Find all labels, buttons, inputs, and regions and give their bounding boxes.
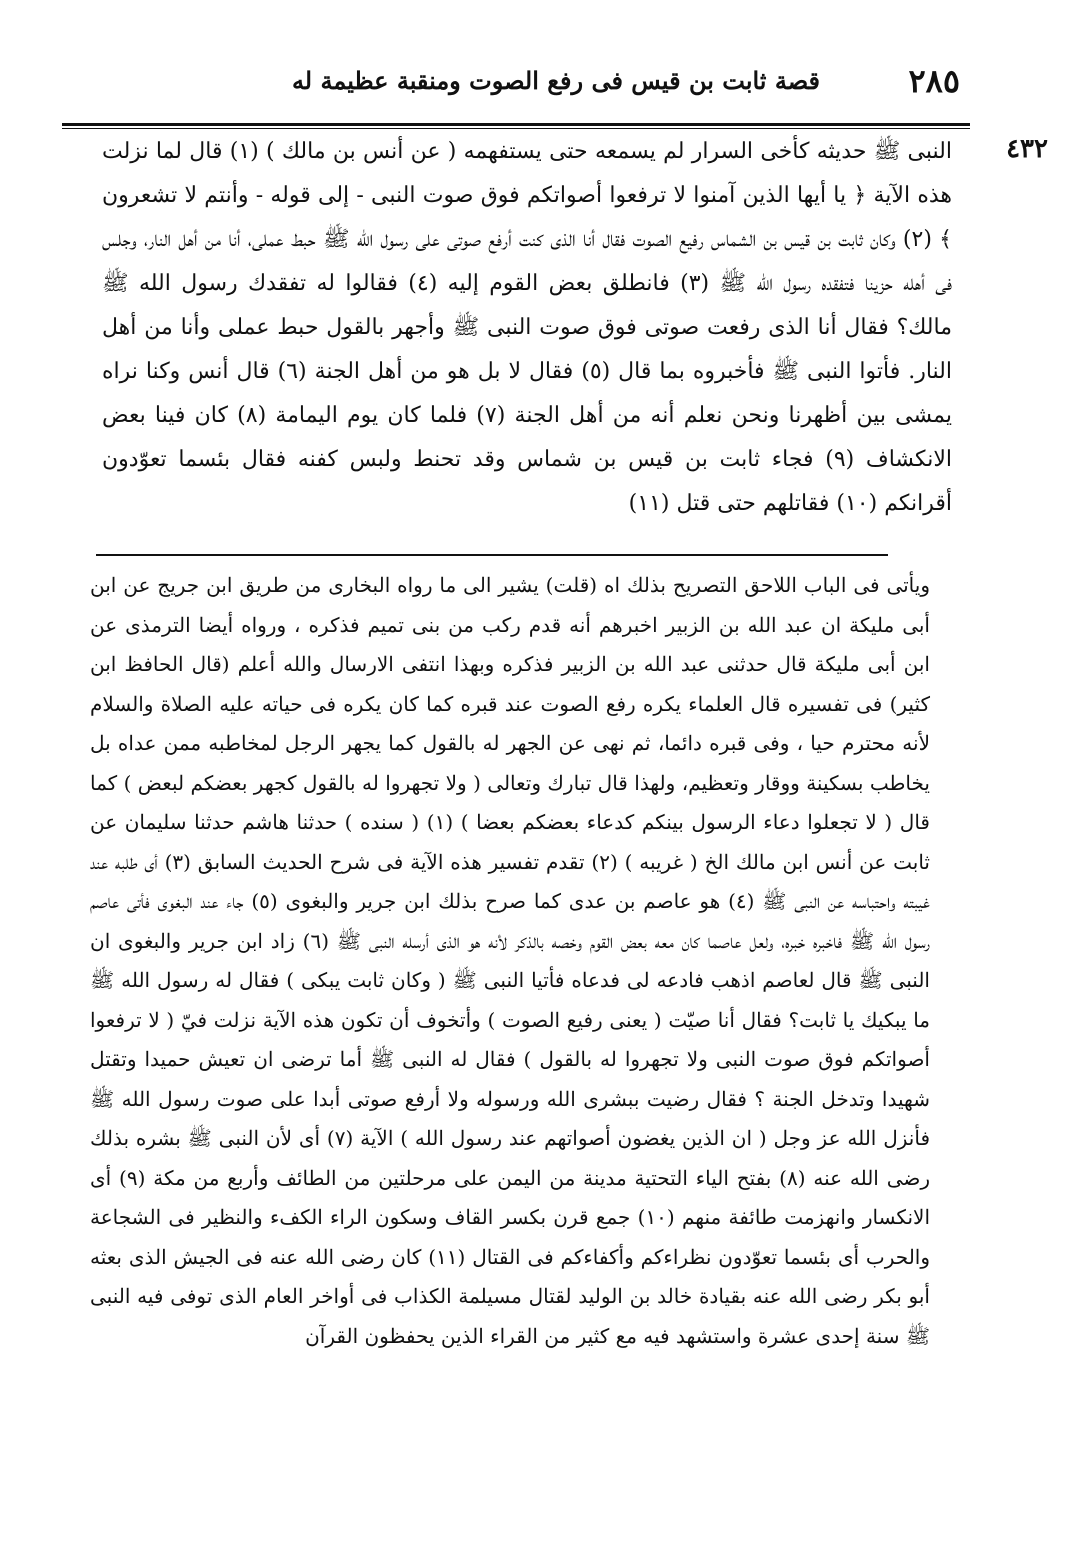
hadith-text: النبى ﷺ حديثه كأخى السرار لم يسمعه حتى يستفهمه ( عن أنس بن مالك ) (١) قال لما نزلت هذه الآية ﴿ يا أيها الذين آمنوا لا ترفعوا أصواتكم فوق صوت النبى - إلى قوله - وأنتم لا تشعرون ﴾ (٢) وكان ثابت بن قيس بن الشماس رفيع الصوت فقال أنا الذى كنت أرفع صوتى على رسول الله ﷺ حبط عملى، أنا من أهل النار، وجلس فى أهله حزينا فتفقده رسول الله ﷺ (٣) فانطلق بعض القوم إليه (٤) فقالوا له تفقدك رسول الله ﷺ مالك؟ فقال أنا الذى رفعت صوتى فوق صوت النبى ﷺ وأجهر بالقول حبط عملى وأنا من أهل النار. فأتوا النبى ﷺ فأخبروه بما قال (٥) فقال لا بل هو من أهل الجنة (٦) قال أنس وكنا نراه يمشى بين أظهرنا ونحن نعلم أنه من أهل الجنة (٧) فلما كان يوم اليمامة (٨) كان فينا بعض الانكشاف (٩) فجاء ثابت بن قيس بن شماس وقد تحنط ولبس كفنه فقال بئسما تعوّدون أقرانكم (١٠) فقاتلهم حتى قتل (١١) (102, 139, 953, 516)
page-header (60, 62, 960, 112)
hadith-text-block (102, 130, 952, 526)
hadith-number: ٤٣٢ (1006, 134, 1048, 164)
footnotes-block (90, 566, 930, 1356)
footnote-divider (96, 554, 888, 556)
running-title: قصة ثابت بن قيس فى رفع الصوت ومنقبة عظيمة له (291, 66, 820, 95)
header-rule (62, 123, 970, 126)
footnotes-text: ويأتى فى الباب اللاحق التصريح بذلك اه (قلت) يشير الى ما رواه البخارى من طريق ابن جريج عن ابن أبى مليكة ان عبد الله بن الزبير اخبرهم أنه قدم ركب من بنى تميم فذكره ، ورواه أيضا الترمذى عن ابن أبى مليكة قال حدثنى عبد الله بن الزبير فذكره وبهذا انتفى الارسال والله أعلم (قال الحافظ ابن كثير) فى تفسيره قال العلماء يكره رفع الصوت عند قبره كما كان يكره فى حياته عليه الصلاة والسلام لأنه محترم حيا ، وفى قبره دائما، ثم نهى عن الجهر له بالقول كما يجهر الرجل لمخاطبه ممن عداه بل يخاطب بسكينة ووقار وتعظيم، ولهذا قال تبارك وتعالى ( ولا تجهروا له بالقول كجهر بعضكم لبعض ) كما قال ( لا تجعلوا دعاء الرسول بينكم كدعاء بعضكم بعضا ) (١) ( سنده ) حدثنا هاشم حدثنا سليمان عن ثابت عن أنس ابن مالك الخ ( غريبه ) (٢) تقدم تفسير هذه الآية فى شرح الحديث السابق (٣) أى طلبه عند غيبته واحتباسه عن النبى ﷺ (٤) هو عاصم بن عدى كما صرح بذلك ابن جرير والبغوى (٥) جاء عند البغوى فأتى عاصم رسول الله ﷺ فاخبره خبره، ولعل عاصما كان معه بعض القوم وخصه بالذكر لأنه هو الذى أرسله النبى ﷺ (٦) زاد ابن جرير والبغوى ان النبى ﷺ قال لعاصم اذهب فادعه لى فدعاه فأتيا النبى ﷺ ( وكان ثابت يبكى ) فقال له رسول الله ﷺ ما يبكيك يا ثابت؟ فقال أنا صيّت ( يعنى رفيع الصوت ) وأتخوف أن تكون هذه الآية نزلت فيّ ( لا ترفعوا أصواتكم فوق صوت النبى ولا تجهروا له بالقول ) فقال له النبى ﷺ أما ترضى ان تعيش حميدا وتقتل شهيدا وتدخل الجنة ؟ فقال رضيت ببشرى الله ورسوله ولا أرفع صوتى أبدا على صوت رسول الله ﷺ فأنزل الله عز وجل ( ان الذين يغضون أصواتهم عند رسول الله ) الآية (٧) أى لأن النبى ﷺ بشره بذلك رضى الله عنه (٨) بفتح الياء التحتية مدينة من اليمن على مرحلتين من الطائف وأربع من مكة (٩) أى الانكسار وانهزمت طائفة منهم (١٠) جمع قرن بكسر القاف وسكون الراء الكفء والنظير فى الشجاعة والحرب أى بئسما تعوّدون نظراءكم وأكفاءكم فى القتال (١١) كان رضى الله عنه فى الجيش الذى بعثه أبو بكر رضى الله عنه بقيادة خالد بن الوليد لقتال مسيلمة الكذاب فى أواخر العام الذى توفى فيه النبى ﷺ سنة إحدى عشرة واستشهد فيه مع كثير من القراء الذين يحفظون القرآن (90, 573, 931, 1348)
page-number: ٢٨٥ (908, 62, 960, 100)
header-rule-thin (62, 128, 970, 129)
